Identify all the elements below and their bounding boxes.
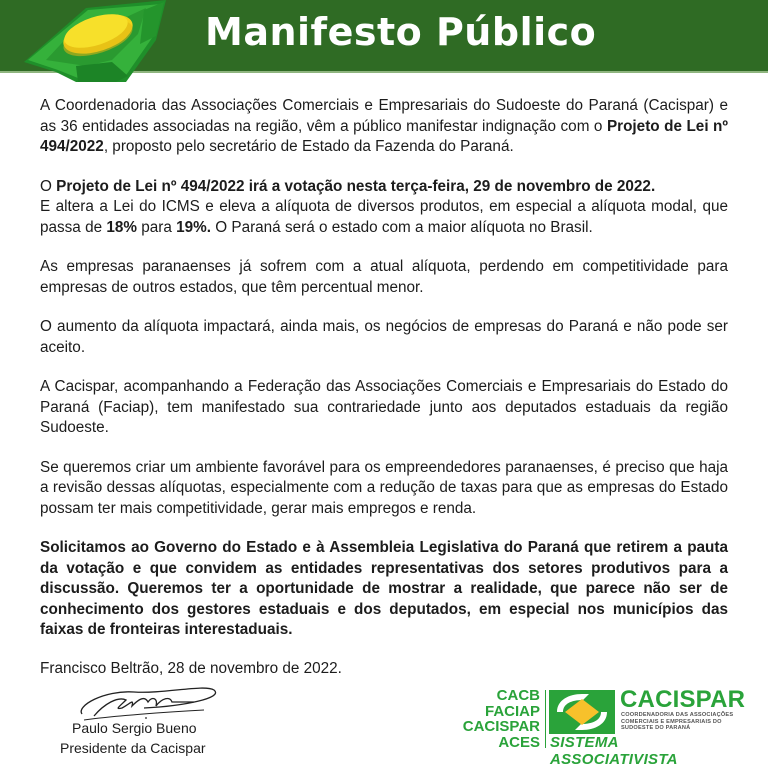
affiliate-cacb: CACB xyxy=(496,687,540,704)
vote-date-highlight: Projeto de Lei nº 494/2022 irá a votação nesta terça-feira, 29 de novembro de 2022. xyxy=(56,177,656,195)
text-run: A Coordenadoria das Associações Comerciais e Empresariais do Sudoeste do Paraná (Cacispar) e as 36 entidades associadas na região, vêm a público manifestar indignação com o xyxy=(40,97,728,135)
text-run: Solicitamos ao Governo do Estado e à Assembleia Legislativa do Paraná que retirem a pauta da votação e que convidem as entidades representativas dos setores produtivos para a discussão. Queremos ter a oportunidade de mostrar a realidade, que parece não ser de conhecimento dos gestores estaduais e dos deputados, em especial nos municípios das faixas de fronteiras interestaduais. xyxy=(40,539,728,638)
affiliate-list xyxy=(462,688,540,750)
manifesto-body xyxy=(40,96,728,660)
paragraph-intro xyxy=(40,96,728,158)
new-rate: 19%. xyxy=(176,218,211,236)
text-run: , proposto pelo secretário de Estado da Fazenda do Paraná. xyxy=(103,138,514,155)
handwritten-signature-icon xyxy=(74,676,224,726)
affiliate-aces: ACES xyxy=(498,733,540,751)
place-date: Francisco Beltrão, 28 de novembro de 2022. xyxy=(40,660,342,677)
signer-role: Presidente da Cacispar xyxy=(60,740,206,756)
text-run: O xyxy=(40,177,57,195)
affiliate-cacispar: CACISPAR xyxy=(462,718,540,735)
text-run: Se queremos criar um ambiente favorável para os empreendedores paranaenses, é preciso que haja a revisão dessas alíquotas, especialmente com a redução de taxas para que as empresas do Estado possam ter mais competitividade, gerar mais empregos e renda. xyxy=(40,458,728,517)
signer-name: Paulo Sergio Bueno xyxy=(72,720,197,736)
sistema-associativista-logo xyxy=(462,686,746,768)
text-run: para xyxy=(136,218,177,236)
paragraph-faciap xyxy=(40,377,728,439)
bill-reference: Projeto de Lei nº 494/2022 xyxy=(40,117,728,155)
text-run: As empresas paranaenses já sofrem com a atual alíquota, perdendo em competitividade para empresas de outros estados, que têm percentual menor. xyxy=(40,258,728,296)
sistema-tagline: SISTEMA ASSOCIATIVISTA xyxy=(550,734,678,768)
old-rate: 18% xyxy=(106,218,137,236)
house-emblem-logo-icon xyxy=(16,0,176,82)
logo-divider xyxy=(545,690,546,748)
paragraph-request xyxy=(40,538,728,641)
cacispar-emblem-icon xyxy=(549,690,615,734)
page-title: Manifesto Público xyxy=(205,10,597,54)
affiliate-faciap: FACIAP xyxy=(484,702,540,720)
paragraph-vote-date xyxy=(40,177,728,239)
cacispar-wordmark: CACISPAR xyxy=(620,686,746,713)
header-banner xyxy=(0,0,768,73)
paragraph-revision xyxy=(40,458,728,520)
text-run: E altera a Lei do ICMS e eleva a alíquota de diversos produtos, em especial a alíquota modal, que passa de xyxy=(40,198,728,236)
text-run: O Paraná será o estado com a maior alíquota no Brasil. xyxy=(210,218,593,236)
text-run: O aumento da alíquota impactará, ainda mais, os negócios de empresas do Paraná e não pode ser aceito. xyxy=(40,318,728,356)
paragraph-impact xyxy=(40,317,728,358)
text-run: A Cacispar, acompanhando a Federação das Associações Comerciais e Empresariais do Estado do Paraná (Faciap), tem manifestado sua contrariedade junto aos deputados estaduais da região Sudoeste. xyxy=(40,378,728,436)
paragraph-competitiveness xyxy=(40,257,728,298)
cacispar-subtitle: COORDENADORIA DAS ASSOCIAÇÕES COMERCIAIS E EMPRESARIAIS DO SUDOESTE DO PARANÁ xyxy=(621,712,734,732)
